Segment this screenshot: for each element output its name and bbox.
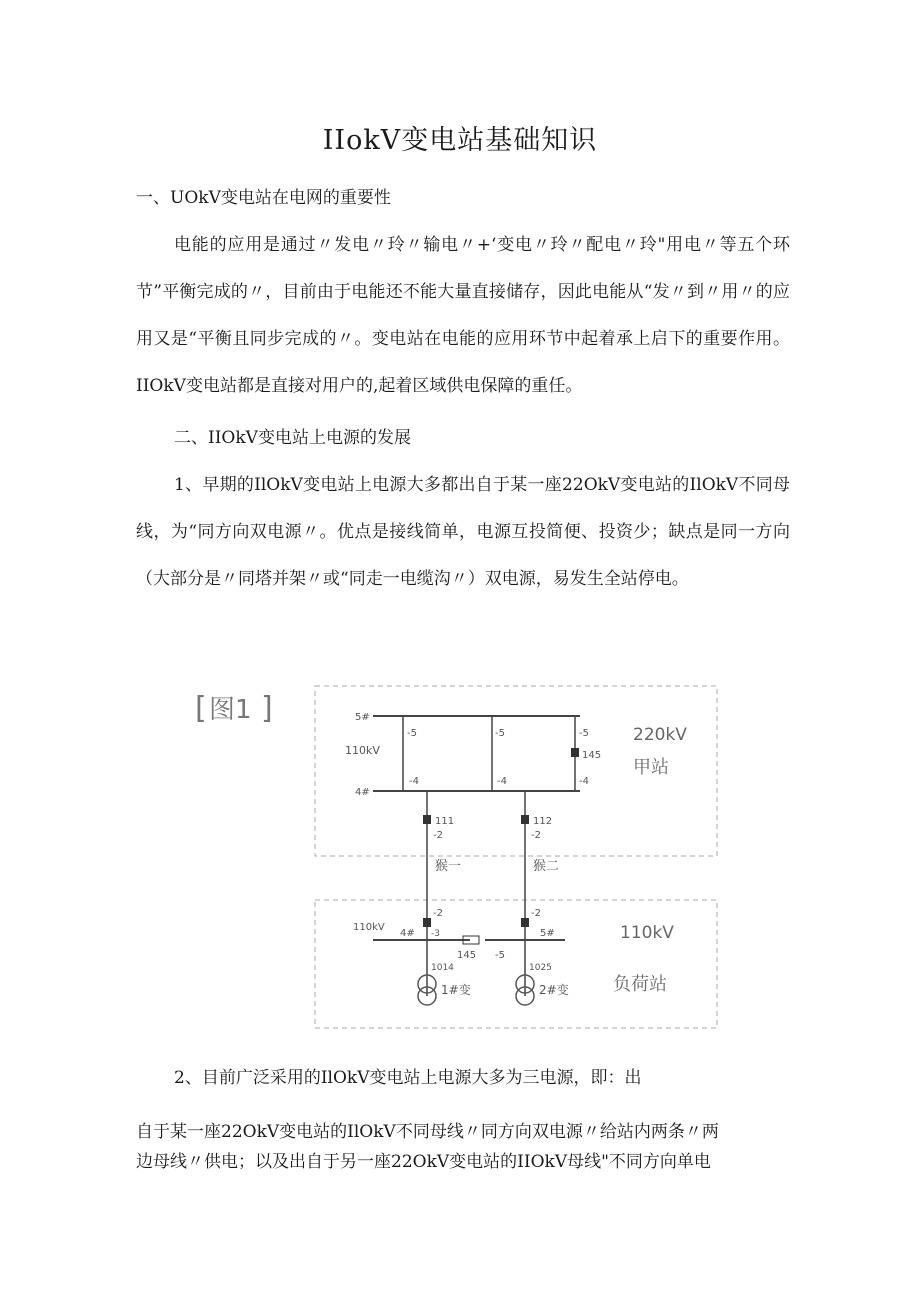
section2-heading: 二、IIOkV变电站上电源的发展 [174, 428, 411, 448]
breaker-145-bottom-label: 145 [457, 950, 477, 961]
station-a-name: 甲站 [633, 757, 669, 778]
line-2-label: 猴二 [533, 859, 560, 874]
page-title: IIokV变电站基础知识 [322, 125, 598, 156]
switch-mark-2-b: -2 [531, 830, 541, 841]
switch-mark-4-b: -4 [497, 776, 507, 787]
line-1-label: 猴一 [435, 859, 462, 874]
station-a-voltage: 220kV [633, 725, 687, 745]
breaker-line2-b [521, 918, 529, 927]
figure-label-bracket-left: [ [195, 691, 207, 726]
breaker-111 [423, 815, 431, 824]
breaker-line1-b [423, 918, 431, 927]
figure-label: 图1 [209, 695, 252, 725]
bus-5-top-label: 5# [355, 712, 370, 723]
switch-mark-5-d: -5 [495, 950, 505, 961]
section1-paragraph: 电能的应用是通过〃发电〃玲〃输电〃+‘变电〃玲〃配电〃玲"用电〃等五个环节”平衡完成的〃，目前由于电能还不能大量直接储存，因此电能从“发〃到〃用〃的应用又是“平衡且同步完成的〃。变电站在电能的应用环节中起着承上启下的重要作用。IIOkV变电站都是直接对用户的,起着区域供电保障的重任。 [136, 235, 790, 396]
section2-item2-line2: 自于某一座22OkV变电站的IlOkV不同母线〃同方向双电源〃给站内两条〃两 [136, 1122, 719, 1142]
transformer-2-label: 2#变 [539, 983, 569, 997]
wiring-diagram [195, 678, 720, 1036]
breaker-145-top-label: 145 [582, 750, 602, 761]
switch-mark-2-c: -2 [433, 908, 443, 919]
transformer-1-label: 1#变 [441, 983, 471, 997]
switch-mark-2-d: -2 [531, 908, 541, 919]
breaker-145-top [571, 748, 579, 757]
bus-4-bottom-label: 4# [400, 928, 415, 939]
section2-item1: 1、早期的IlOkV变电站上电源大多都出自于某一座22OkV变电站的IlOkV不同母线，为“同方向双电源〃。优点是接线简单，电源互投简便、投资少；缺点是同一方向（大部分是〃同塔并架〃或“同走一电缆沟〃）双电源，易发生全站停电。 [136, 475, 790, 589]
breaker-111-label: 111 [435, 816, 455, 827]
section2-item2-line1: 2、目前广泛采用的IlOkV变电站上电源大多为三电源，即：出 [174, 1068, 642, 1088]
switch-mark-5-a: -5 [407, 728, 417, 739]
switch-mark-3-a: -3 [431, 929, 440, 939]
station-b-name: 负荷站 [613, 974, 667, 995]
figure-label-bracket-right: ] [261, 691, 273, 726]
breaker-112 [521, 815, 529, 824]
switch-mark-5-c: -5 [579, 728, 589, 739]
section2-item2-line3: 边母线〃供电；以及出自于另一座22OkV变电站的IIOkV母线"不同方向单电 [136, 1152, 711, 1172]
breaker-1014-label: 1014 [431, 963, 454, 973]
station-b-box [315, 900, 717, 1028]
bus-5-bottom-label: 5# [540, 928, 555, 939]
switch-mark-2-a: -2 [433, 830, 443, 841]
breaker-112-label: 112 [533, 816, 553, 827]
figure-1 [195, 678, 720, 1036]
switch-mark-5-b: -5 [495, 728, 505, 739]
breaker-1025-label: 1025 [529, 963, 552, 973]
switch-mark-4-c: -4 [579, 776, 589, 787]
station-b-voltage: 110kV [620, 923, 674, 943]
switch-mark-4-a: -4 [409, 776, 419, 787]
section1-heading: 一、UOkV变电站在电网的重要性 [136, 188, 391, 208]
left-voltage-label: 110kV [345, 744, 380, 757]
bus-4-top-label: 4# [355, 787, 370, 798]
bottom-voltage-label: 110kV [353, 922, 385, 933]
